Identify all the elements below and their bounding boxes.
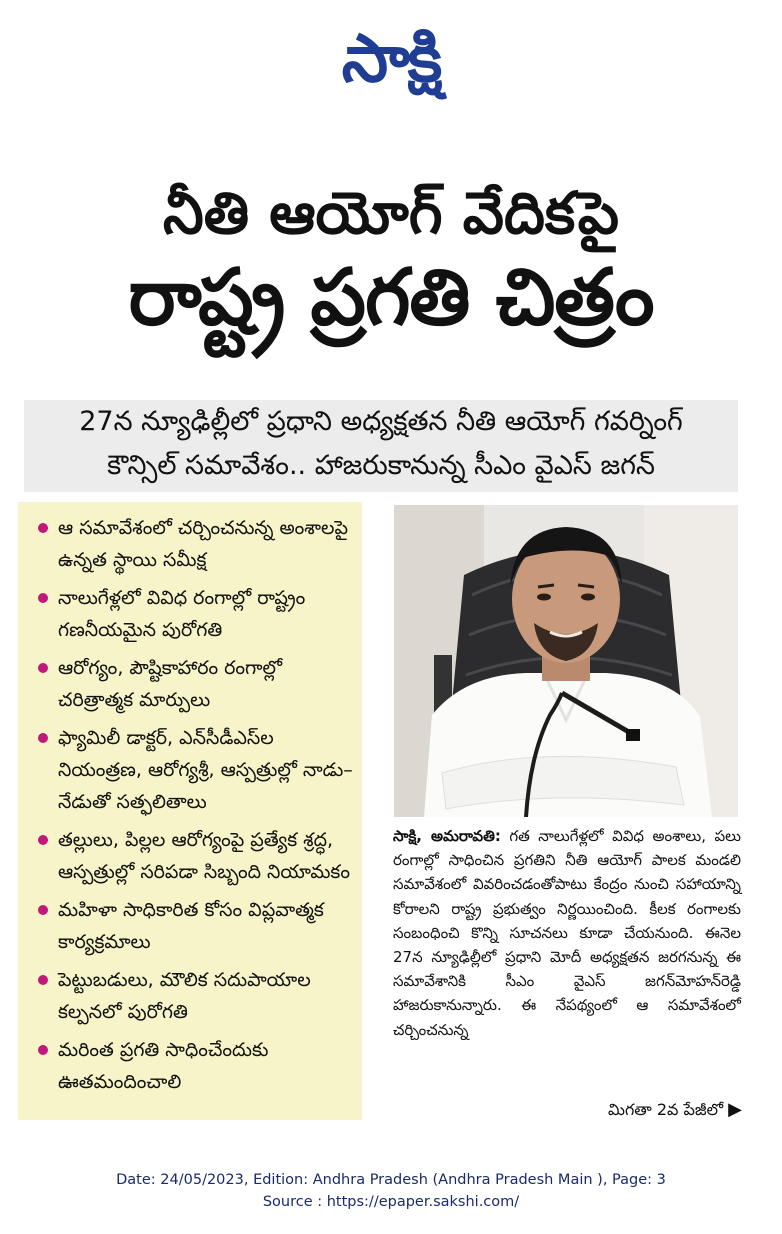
- continued-label: మిగతా 2వ పేజీలో: [608, 1100, 724, 1119]
- highlight-item: తల్లులు, పిల్లల ఆరోగ్యంపై ప్రత్యేక శ్రద్ధ, ఆస్పత్రుల్లో సరిపడా సిబ్బంది నియామకం: [18, 824, 362, 888]
- bullet-icon: [38, 523, 48, 533]
- bullet-icon: [38, 835, 48, 845]
- subheadline-line-1: 27న న్యూఢిల్లీలో ప్రధాని అధ్యక్షతన నీతి ఆయోగ్ గవర్నింగ్: [79, 406, 683, 437]
- headline-line-1: నీతి ఆయోగ్ వేదికపై: [162, 179, 619, 247]
- footer-source: Source : https://epaper.sakshi.com/: [262, 1194, 520, 1210]
- bullet-icon: [38, 1045, 48, 1055]
- bullet-icon: [38, 663, 48, 673]
- highlight-item: మరింత ప్రగతి సాధించేందుకు ఊతమందించాలి: [18, 1034, 362, 1098]
- highlight-item: ఆరోగ్యం, పౌష్టికాహారం రంగాల్లో చరిత్రాత్మక మార్పులు: [18, 652, 362, 716]
- subheadline-line-2: కౌన్సిల్ సమావేశం.. హాజరుకానున్న సీఎం వైఎస్ జగన్: [107, 450, 655, 481]
- highlight-item: ఆ సమావేశంలో చర్చించనున్న అంశాలపై ఉన్నత స్థాయి సమీక్ష: [18, 512, 362, 576]
- person-photo-illustration: [394, 505, 738, 817]
- bullet-icon: [38, 593, 48, 603]
- highlight-item: ఫ్యామిలీ డాక్టర్, ఎన్‌సీడీఎస్‌ల నియంత్రణ, ఆరోగ్యశ్రీ, ఆస్పత్రుల్లో నాడు–నేడుతో సత్ఫలితాలు: [18, 722, 362, 818]
- bullet-icon: [38, 975, 48, 985]
- article-dateline: సాక్షి, అమరావతి:: [393, 827, 501, 845]
- continued-on-page: [560, 1098, 742, 1122]
- highlights-list: [18, 502, 362, 1098]
- masthead-title: సాక్షి: [341, 20, 441, 97]
- highlight-item: పెట్టుబడులు, మౌలిక సదుపాయాల కల్పనలో పురోగతి: [18, 964, 362, 1028]
- subheadline-box: [24, 400, 738, 492]
- article-body-text: గత నాలుగేళ్లలో వివిధ అంశాలు, పలు రంగాల్లో సాధించిన ప్రగతిని నీతి ఆయోగ్ పాలక మండలి సమావేశంలో వివరించడంతోపాటు కేంద్రం నుంచి సహాయాన్ని కోరాలని రాష్ట్ర ప్రభుత్వం నిర్ణయించింది. కీలక రంగాలకు సంబంధించి కొన్ని సూచనలు కూడా చేయనుంది. ఈనెల 27న న్యూఢిల్లీలో ప్రధాని మోదీ అధ్యక్షతన జరగనున్న ఈ సమావేశానికి సీఎం వైఎస్ జగన్‌మోహన్‌రెడ్డి హాజరుకానున్నారు. ఈ నేపథ్యంలో ఆ సమావేశంలో చర్చించనున్న: [393, 827, 741, 1039]
- highlight-item: మహిళా సాధికారిత కోసం విప్లవాత్మక కార్యక్రమాలు: [18, 894, 362, 958]
- arrow-right-icon: ▶: [728, 1099, 742, 1120]
- news-photo: [394, 505, 738, 817]
- bullet-icon: [38, 733, 48, 743]
- headline-line-2: రాష్ట్ర ప్రగతి చిత్రం: [128, 253, 654, 343]
- highlight-item: నాలుగేళ్లలో వివిధ రంగాల్లో రాష్ట్రం గణనీయమైన పురోగతి: [18, 582, 362, 646]
- article-body: [393, 824, 741, 1042]
- highlights-box: [18, 502, 362, 1120]
- footer-edition-info: Date: 24/05/2023, Edition: Andhra Pradesh (Andhra Pradesh Main ), Page: 3: [116, 1172, 666, 1188]
- masthead-logo: [0, 14, 782, 104]
- bullet-icon: [38, 905, 48, 915]
